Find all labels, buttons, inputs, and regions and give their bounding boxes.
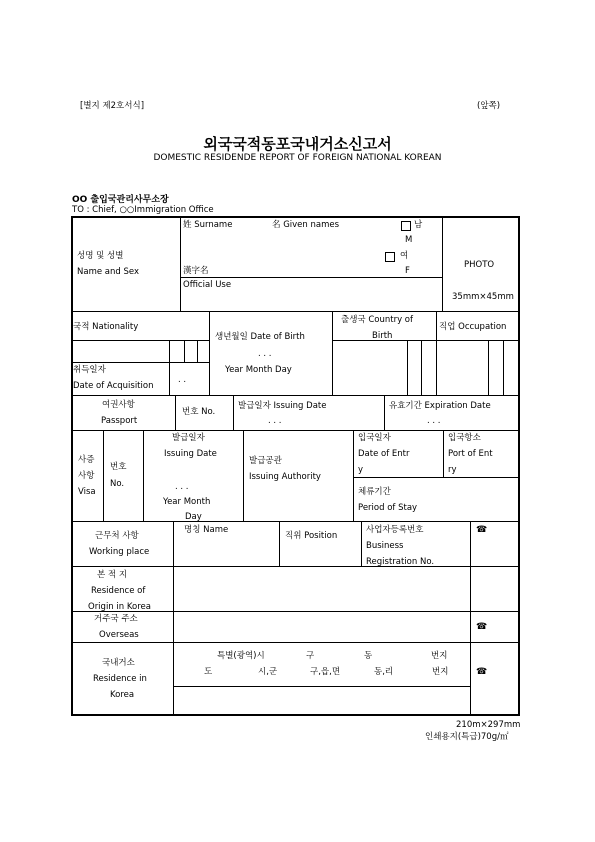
overseas-label-ko: 거주국 주소 [94,614,138,624]
residence-beonji-2: 번지 [432,667,449,677]
male-label-ko: 남 [414,220,423,230]
visa-ymd-day: Day [185,512,202,522]
entry-date-en-2: y [358,465,364,475]
name-label-en: Name and Sex [77,267,139,277]
surname-label: 姓 Surname [183,220,233,230]
passport-label-en: Passport [101,416,138,426]
official-use-label: Official Use [183,280,232,290]
country-of-birth-label-2: Birth [372,331,393,341]
work-name-label: 명칭 Name [184,525,229,535]
passport-label-ko: 여권사항 [102,400,135,410]
overseas-phone-icon: ☎ [476,622,488,632]
issuing-authority-en: Issuing Authority [249,472,321,482]
visa-issue-dots: . . . [175,482,189,492]
passport-issue-label: 발급일자 Issuing Date [238,401,327,411]
name-label-ko: 성명 및 성별 [77,251,124,261]
visa-no-en: No. [110,479,125,489]
origin-label-en-2: Origin in Korea [88,602,151,612]
visa-ymd: Year Month [163,497,211,507]
passport-no-label: 번호 No. [182,407,216,417]
entry-port-en: Port of Ent [448,449,493,459]
photo-label: PHOTO [464,260,495,270]
residence-label-ko: 국내거소 [102,658,135,668]
office-name: OO 출입국관리사무소장 [72,195,169,205]
paper-spec: 인쇄용지(특급)70g/㎡ [425,732,509,742]
origin-label-en: Residence of [91,586,146,596]
form-number: [별지 제2호서식] [80,101,145,111]
dob-dots: . . . [258,349,272,359]
entry-port-en-2: ry [448,465,457,475]
acquisition-dots: . . [178,375,187,385]
entry-date-ko: 입국일자 [358,433,391,443]
hanja-name-label: 漢字名 [183,266,209,276]
visa-label-3: Visa [78,487,96,497]
occupation-label: 직업 Occupation [439,322,507,332]
nationality-label: 국적 Nationality [73,322,139,332]
visa-issue-en: Issuing Date [164,449,217,459]
residence-label-en-2: Korea [110,690,135,700]
passport-issue-dots: . . . [268,416,282,426]
work-position-label: 직위 Position [285,531,338,541]
residence-gu-eup-myeon: 구,읍,면 [310,667,341,677]
issuing-authority-ko: 발급공관 [249,456,282,466]
period-of-stay-en: Period of Stay [358,503,418,513]
title-english: DOMESTIC RESIDENDE REPORT OF FOREIGN NATIONAL KOREAN [153,153,442,163]
dob-ymd: Year Month Day [225,365,292,375]
sex-female-checkbox[interactable] [385,252,395,262]
acquisition-label-ko: 취득일자 [73,365,106,375]
sex-male-checkbox[interactable] [401,221,411,231]
photo-size: 35mm×45mm [452,292,514,302]
addressee: TO : Chief, ○○Immigration Office [72,205,214,215]
work-label-ko: 근무처 사항 [95,531,139,541]
residence-phone-icon: ☎ [476,667,488,677]
entry-port-ko: 입국항소 [448,433,481,443]
residence-beonji: 번지 [431,651,448,661]
entry-date-en: Date of Entr [358,449,410,459]
work-phone-icon: ☎ [476,525,488,535]
passport-expiry-label: 유효기간 Expiration Date [389,401,491,411]
female-label-en: F [405,266,410,276]
male-label-en: M [405,235,413,245]
country-of-birth-label: 출생국 Country of [341,315,413,325]
female-label-ko: 여 [400,251,409,261]
given-names-label: 名 Given names [272,220,340,230]
title-korean: 외국국적동포국내거소신고서 [203,135,392,153]
residence-dong: 동 [364,651,373,661]
visa-no-ko: 번호 [110,462,127,472]
acquisition-label-en: Date of Acquisition [73,381,154,391]
residence-label-en: Residence in [93,674,147,684]
origin-label-ko: 본 적 지 [97,570,128,580]
visa-issue-ko: 발급일자 [172,433,205,443]
paper-size: 210m×297mm [456,720,521,730]
residence-si-gun: 시,군 [258,667,278,677]
business-reg-ko: 사업자등록번호 [366,525,424,535]
work-label-en: Working place [89,547,150,557]
passport-expiry-dots: . . . [427,416,441,426]
business-reg-en: Business [366,541,404,551]
residence-do: 도 [204,667,213,677]
residence-city: 특별(광역)시 [217,651,265,661]
business-reg-en-2: Registration No. [366,557,435,567]
page-side: (앞쪽) [477,101,501,111]
period-of-stay-ko: 체류기간 [358,487,391,497]
dob-label: 생년월일 Date of Birth [215,332,305,342]
residence-gu: 구 [306,651,315,661]
residence-dong-ri: 동,리 [374,667,394,677]
visa-label-2: 사항 [78,471,95,481]
visa-label-1: 사증 [78,455,95,465]
overseas-label-en: Overseas [99,630,139,640]
